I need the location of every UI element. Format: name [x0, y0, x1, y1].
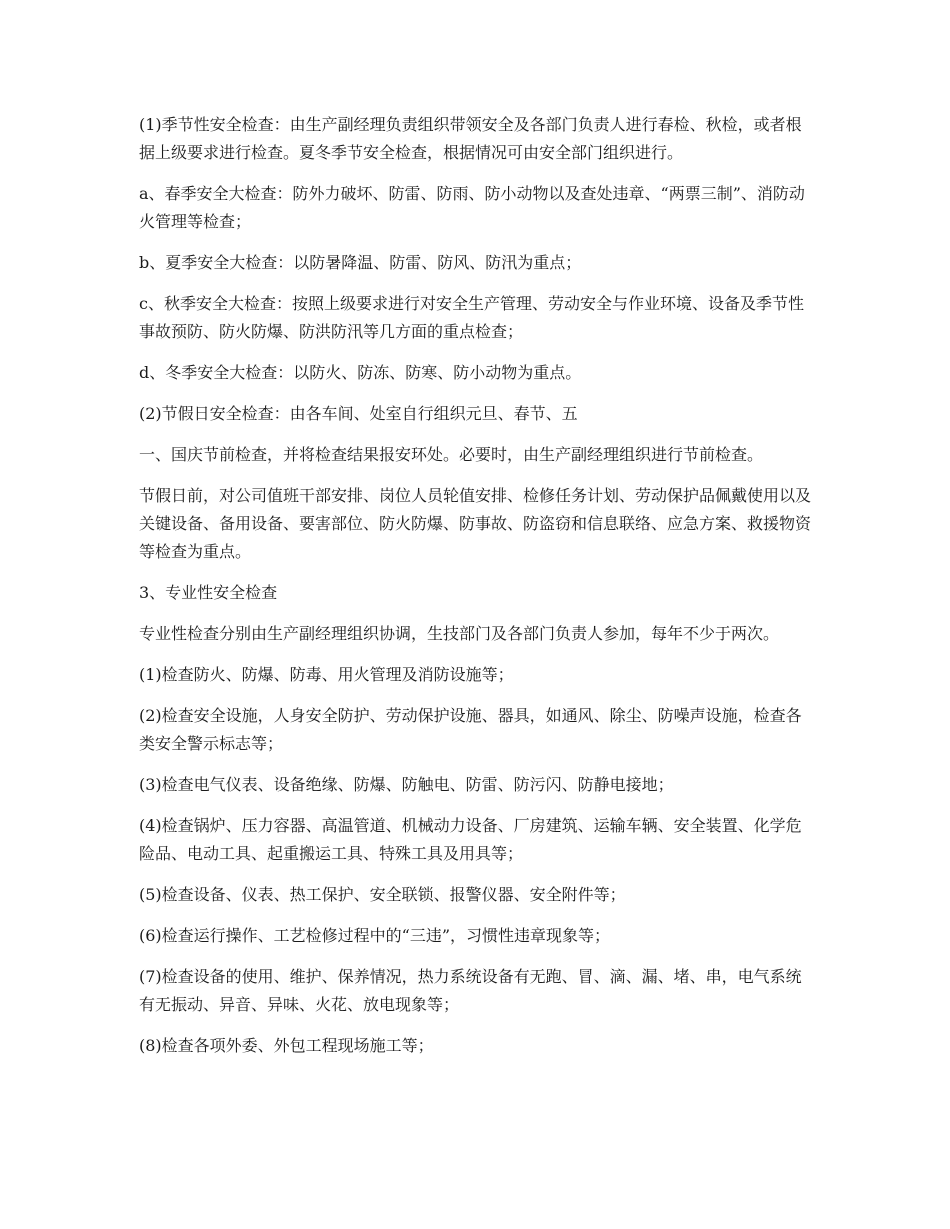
list-item-instruments: (5)检查设备、仪表、热工保护、安全联锁、报警仪器、安全附件等； — [139, 885, 626, 904]
paragraph-holiday-check: (2)节假日安全检查：由各车间、处室自行组织元旦、春节、五 — [139, 404, 578, 423]
list-item-outsourced: (8)检查各项外委、外包工程现场施工等； — [139, 1036, 434, 1055]
paragraph-summer-check: b、夏季安全大检查：以防暑降温、防雷、防风、防汛为重点； — [139, 253, 582, 272]
paragraph-seasonal-check: (1)季节性安全检查：由生产副经理负责组织带领安全及各部门负责人进行春检、秋检，或者根据上级要求进行检查。夏冬季节安全检查，根据情况可由安全部门组织进行。 — [139, 115, 802, 162]
section-heading-professional-check: 3、专业性安全检查 — [139, 583, 278, 602]
paragraph-national-day-check: 一、国庆节前检查，并将检查结果报安环处。必要时，由生产副经理组织进行节前检查。 — [139, 445, 764, 464]
paragraph-professional-check-intro: 专业性检查分别由生产副经理组织协调，生技部门及各部门负责人参加，每年不少于两次。 — [139, 624, 780, 643]
paragraph-spring-check: a、春季安全大检查：防外力破坏、防雷、防雨、防小动物以及查处违章、“两票三制”、消防动火管理等检查； — [139, 184, 805, 231]
list-item-safety-facilities: (2)检查安全设施，人身安全防护、劳动保护设施、器具，如通风、除尘、防噪声设施，检查各类安全警示标志等； — [139, 706, 802, 753]
paragraph-autumn-check: c、秋季安全大检查：按照上级要求进行对安全生产管理、劳动安全与作业环境、设备及季节性事故预防、防火防爆、防洪防汛等几方面的重点检查； — [139, 294, 804, 341]
list-item-electrical: (3)检查电气仪表、设备绝缘、防爆、防触电、防雷、防污闪、防静电接地； — [139, 775, 674, 794]
list-item-maintenance: (7)检查设备的使用、维护、保养情况，热力系统设备有无跑、冒、滴、漏、堵、串，电气系统有无振动、异音、异味、火花、放电现象等； — [139, 967, 802, 1014]
list-item-boilers-equipment: (4)检查锅炉、压力容器、高温管道、机械动力设备、厂房建筑、运输车辆、安全装置、化学危险品、电动工具、起重搬运工具、特殊工具及用具等； — [139, 816, 802, 863]
paragraph-winter-check: d、冬季安全大检查：以防火、防冻、防寒、防小动物为重点。 — [139, 363, 582, 382]
document-body — [139, 111, 814, 1073]
list-item-fire-explosion: (1)检查防火、防爆、防毒、用火管理及消防设施等； — [139, 665, 514, 684]
list-item-operations: (6)检查运行操作、工艺检修过程中的“三违”，习惯性违章现象等； — [139, 926, 611, 945]
paragraph-pre-holiday-focus: 节假日前，对公司值班干部安排、岗位人员轮值安排、检修任务计划、劳动保护品佩戴使用以及关键设备、备用设备、要害部位、防火防爆、防事故、防盗窃和信息联络、应急方案、救援物资等检查为重点。 — [139, 486, 812, 561]
